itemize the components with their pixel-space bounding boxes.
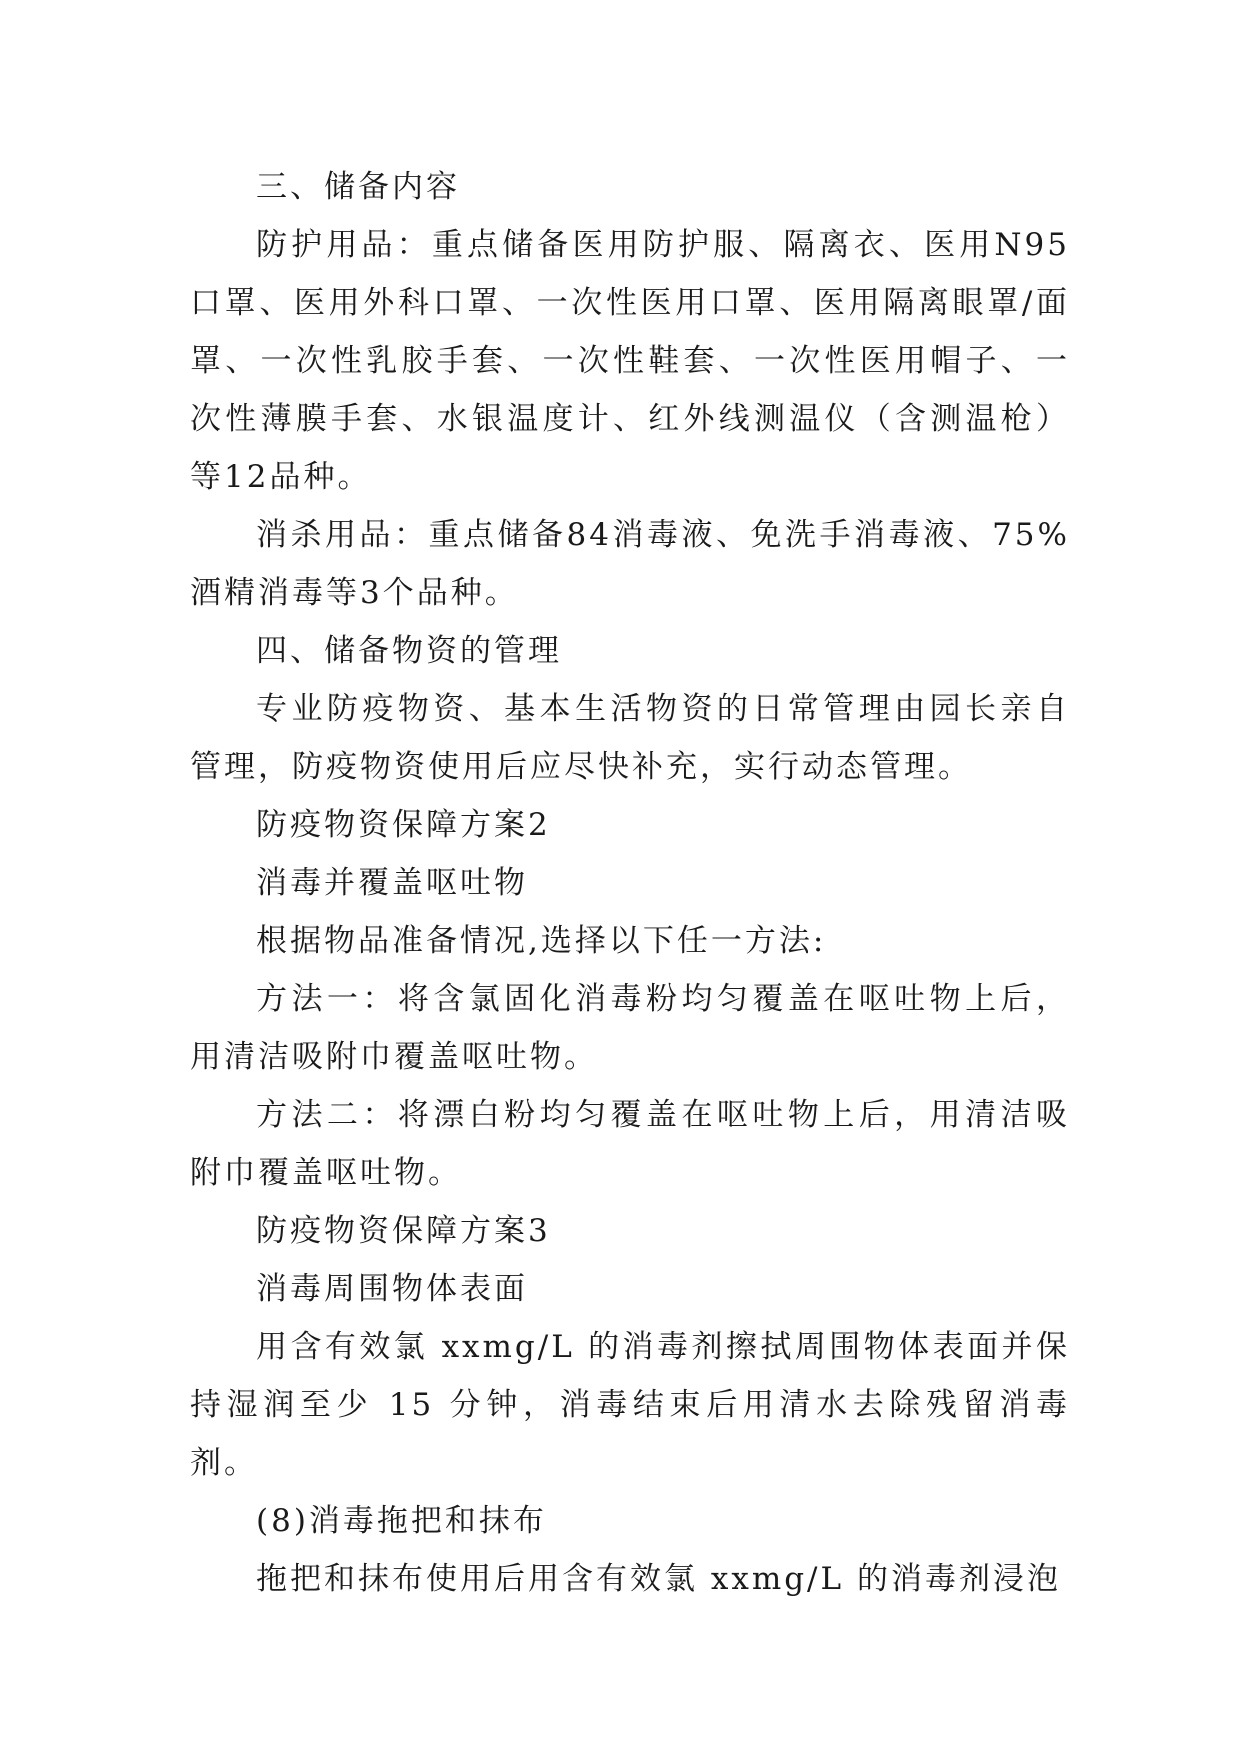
section-heading-storage-content: 三、储备内容	[256, 169, 460, 205]
paragraph-soak-mop: 拖把和抹布使用后用含有效氯 xxmg/L 的消毒剂浸泡	[256, 1561, 1061, 1597]
paragraph-method-one: 方法一：将含氯固化消毒粉均匀覆盖在呕吐物上后，用清洁吸附巾覆盖呕吐物。	[190, 981, 1070, 1075]
paragraph-method-two: 方法二：将漂白粉均匀覆盖在呕吐物上后，用清洁吸附巾覆盖呕吐物。	[190, 1097, 1070, 1191]
paragraph-management: 专业防疫物资、基本生活物资的日常管理由园长亲自管理，防疫物资使用后应尽快补充，实行动态管理。	[190, 691, 1070, 785]
paragraph-wipe-surfaces: 用含有效氯 xxmg/L 的消毒剂擦拭周围物体表面并保持湿润至少 15 分钟，消毒结束后用清水去除残留消毒剂。	[190, 1329, 1070, 1481]
subheading-cover-vomit: 消毒并覆盖呕吐物	[256, 865, 528, 901]
section-heading-storage-management: 四、储备物资的管理	[256, 633, 562, 669]
heading-plan-2: 防疫物资保障方案2	[256, 807, 551, 843]
subheading-mop-and-cloth: (8)消毒拖把和抹布	[256, 1503, 547, 1539]
paragraph-disinfection-supplies: 消杀用品：重点储备84消毒液、免洗手消毒液、75%酒精消毒等3个品种。	[190, 517, 1070, 611]
document-body	[190, 158, 1070, 1608]
paragraph-protective-supplies: 防护用品：重点储备医用防护服、隔离衣、医用N95口罩、医用外科口罩、一次性医用口罩、医用隔离眼罩/面罩、一次性乳胶手套、一次性鞋套、一次性医用帽子、一次性薄膜手套、水银温度计、红外线测温仪（含测温枪）等12品种。	[190, 227, 1070, 495]
subheading-surrounding-surfaces: 消毒周围物体表面	[256, 1271, 528, 1307]
paragraph-choose-method: 根据物品准备情况,选择以下任一方法:	[256, 923, 827, 959]
heading-plan-3: 防疫物资保障方案3	[256, 1213, 551, 1249]
